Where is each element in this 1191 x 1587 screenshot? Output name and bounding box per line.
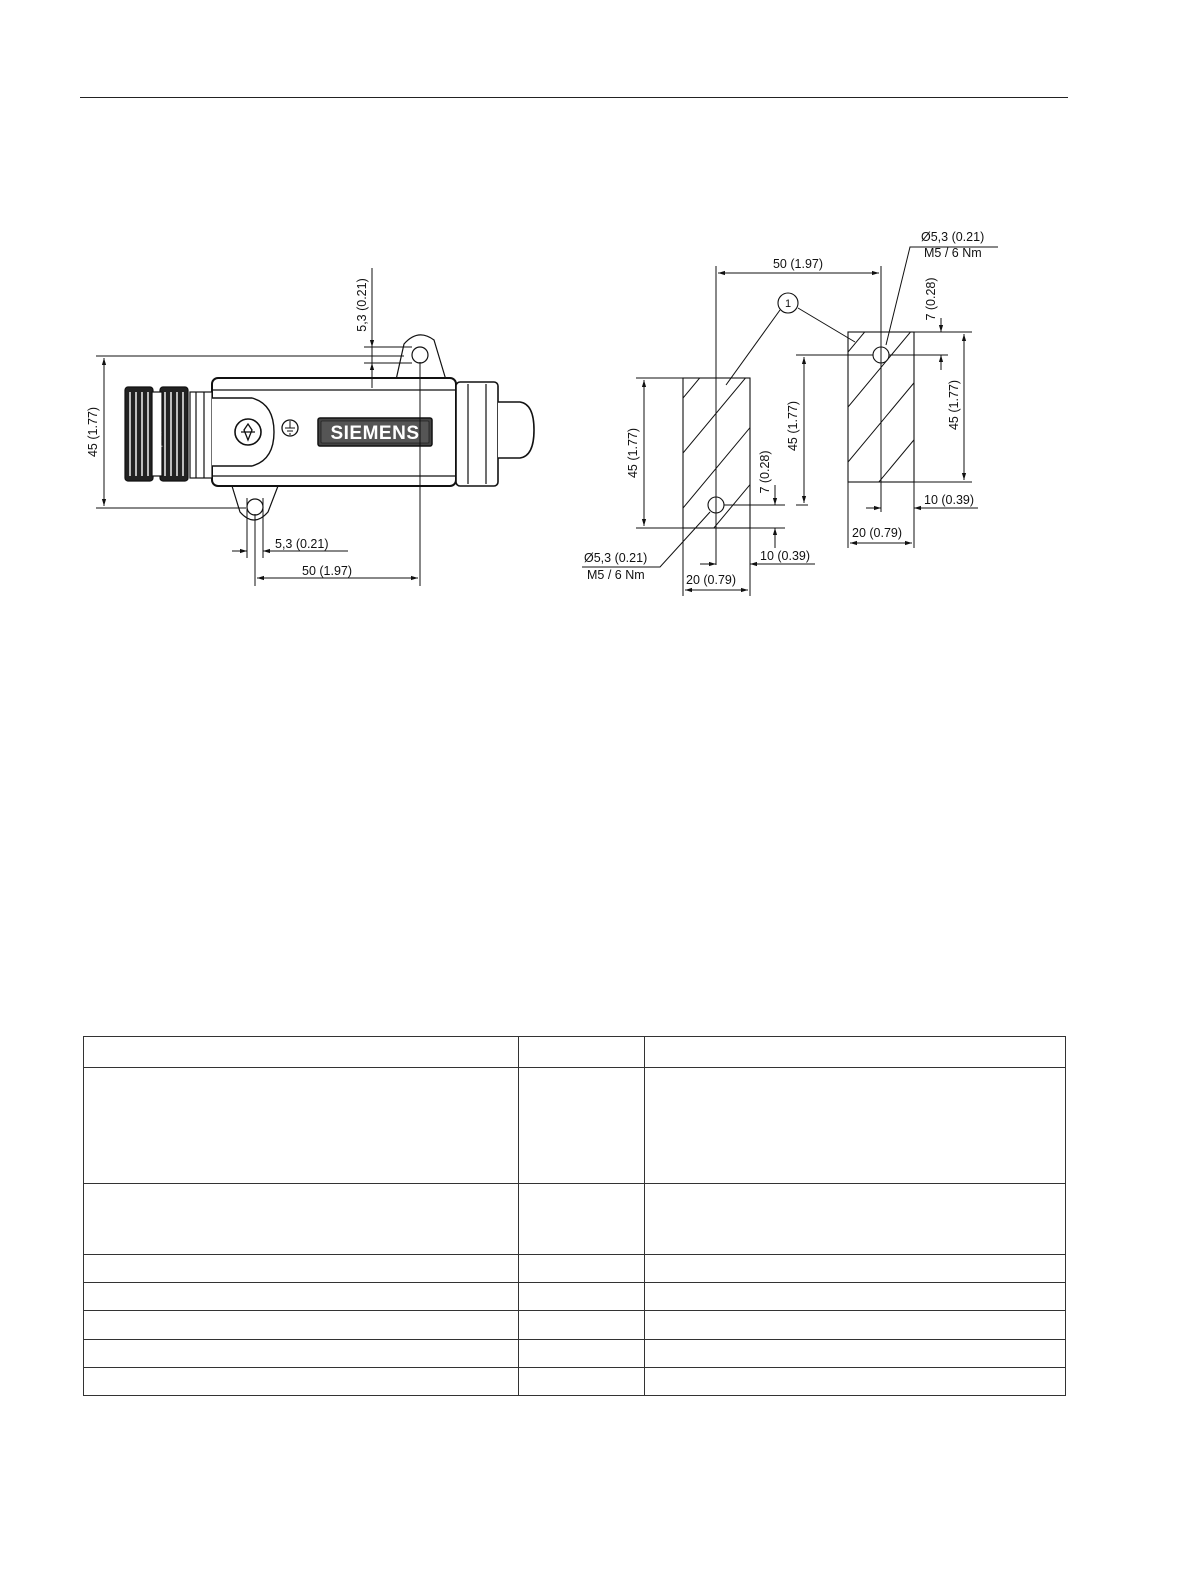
table-cell xyxy=(519,1340,645,1368)
plunger xyxy=(498,402,534,458)
top-hole-diameter-label: Ø5,3 (0.21) xyxy=(921,230,985,244)
table-cell xyxy=(84,1283,519,1311)
table-cell xyxy=(519,1283,645,1311)
side-hole-spacing-label: 50 (1.97) xyxy=(302,564,353,578)
table-row xyxy=(84,1368,1066,1396)
table-cell xyxy=(84,1311,519,1340)
table-cell xyxy=(84,1184,519,1255)
table-cell xyxy=(84,1368,519,1396)
mounting-spacing-label: 50 (1.97) xyxy=(772,257,824,271)
table-header-cell xyxy=(84,1037,519,1068)
right-block-height-label: 45 (1.77) xyxy=(947,379,961,431)
spec-table xyxy=(83,1036,1066,1396)
table-cell xyxy=(519,1184,645,1255)
side-bottom-hole-offset-label: 5,3 (0.21) xyxy=(275,537,329,551)
table-row xyxy=(84,1255,1066,1283)
right-width-label: 20 (0.79) xyxy=(852,526,903,540)
top-mounting-tab xyxy=(396,335,446,380)
table-cell xyxy=(519,1311,645,1340)
left-hole-x-label: 10 (0.39) xyxy=(760,549,811,563)
left-hole-offset-label: 7 (0.28) xyxy=(758,450,772,494)
table-cell xyxy=(645,1340,1066,1368)
gland-nut xyxy=(190,392,212,478)
right-hole-offset-label: 7 (0.28) xyxy=(924,277,938,321)
table-cell xyxy=(84,1340,519,1368)
table-cell xyxy=(84,1068,519,1184)
table-cell xyxy=(519,1068,645,1184)
bottom-hole-diameter-label: Ø5,3 (0.21) xyxy=(584,551,648,565)
table-row xyxy=(84,1184,1066,1255)
housing-front-cap xyxy=(456,382,498,486)
total-height-label: 45 (1.77) xyxy=(786,400,800,452)
table-cell xyxy=(519,1255,645,1283)
dimension-drawing xyxy=(0,0,1191,640)
callout-number: 1 xyxy=(784,298,792,310)
table-cell xyxy=(519,1368,645,1396)
table-header-cell xyxy=(645,1037,1066,1068)
table-cell xyxy=(645,1368,1066,1396)
table-row xyxy=(84,1311,1066,1340)
table-header-cell xyxy=(519,1037,645,1068)
table-header-row xyxy=(84,1037,1066,1068)
table-cell xyxy=(645,1184,1066,1255)
brand-label: SIEMENS xyxy=(330,423,420,444)
side-top-hole-offset-label: 5,3 (0.21) xyxy=(355,278,369,332)
knob-label: open ◁ ▷ close xyxy=(155,409,162,459)
top-hole-torque-label: M5 / 6 Nm xyxy=(924,246,982,260)
table-cell xyxy=(645,1311,1066,1340)
right-hole-x-label: 10 (0.39) xyxy=(924,493,975,507)
table-cell xyxy=(84,1255,519,1283)
table-cell xyxy=(645,1283,1066,1311)
left-width-label: 20 (0.79) xyxy=(686,573,737,587)
table-row xyxy=(84,1340,1066,1368)
bottom-hole-torque-label: M5 / 6 Nm xyxy=(587,568,645,582)
table-cell xyxy=(645,1068,1066,1184)
table-row xyxy=(84,1283,1066,1311)
table-row xyxy=(84,1068,1066,1184)
side-height-label: 45 (1.77) xyxy=(86,406,100,458)
left-block-height-label: 45 (1.77) xyxy=(626,427,640,479)
table-cell xyxy=(645,1255,1066,1283)
